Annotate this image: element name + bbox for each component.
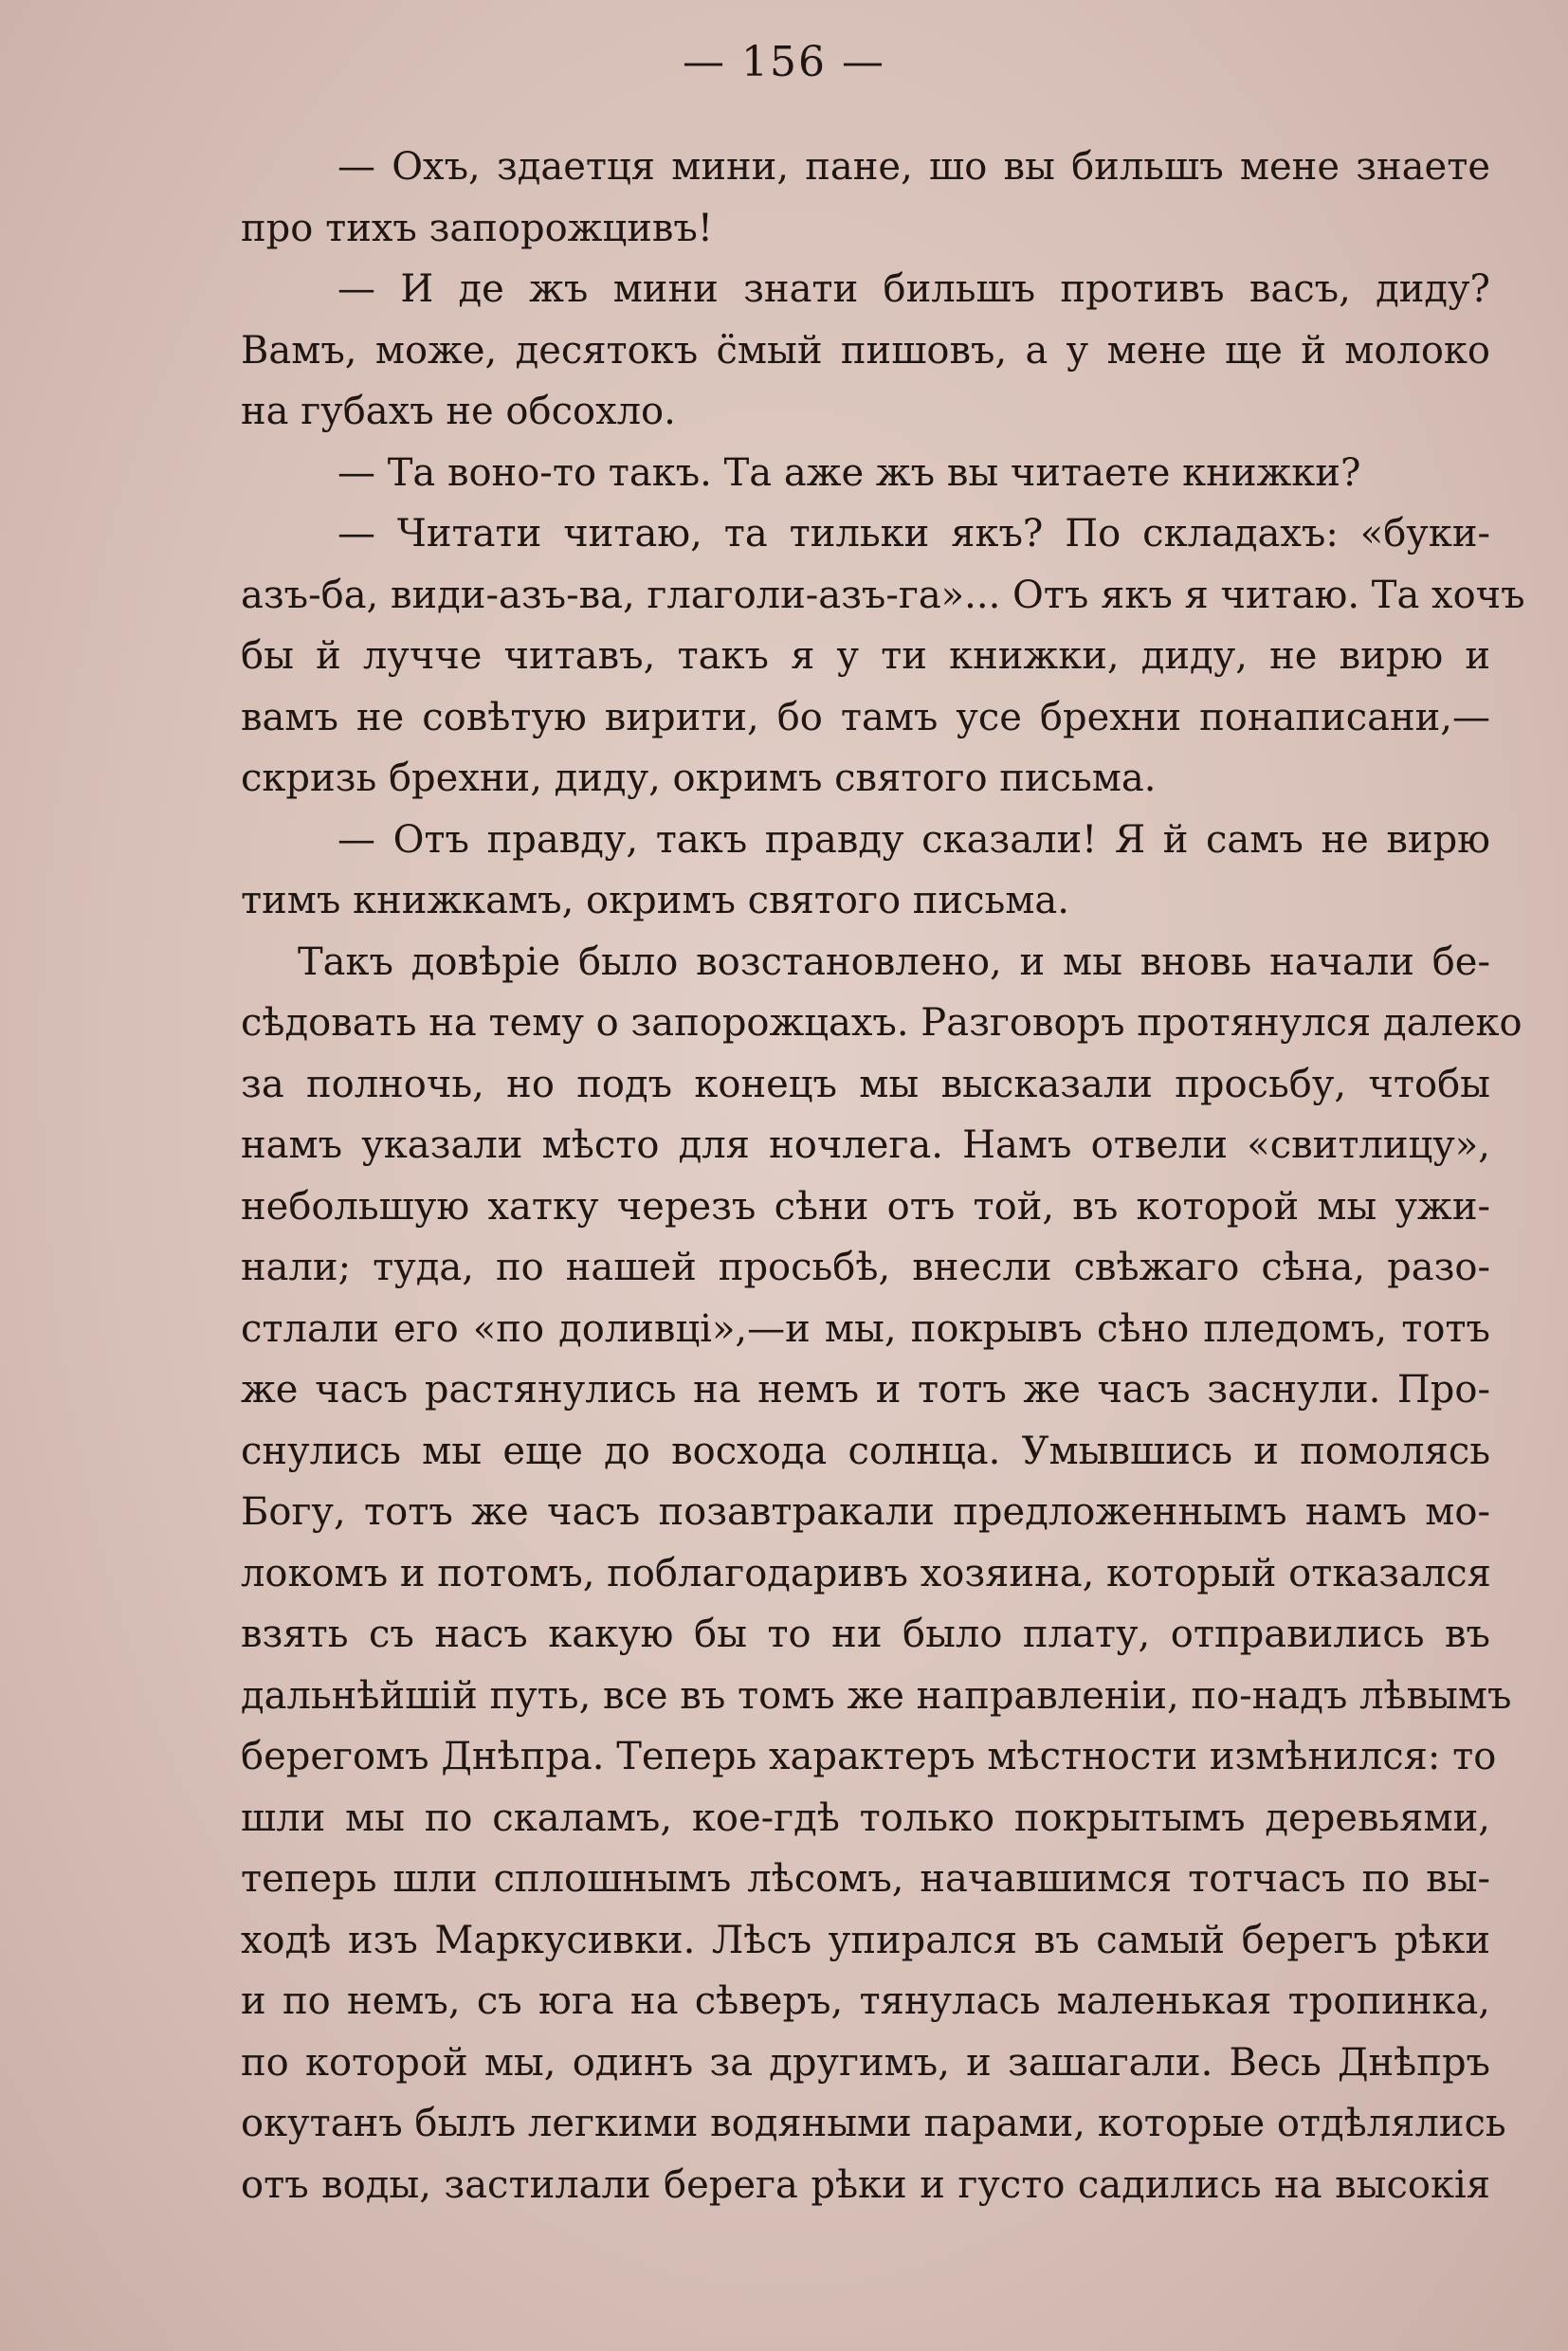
text-line: Вамъ, може, десятокъ с̈мый пишовъ, а у мене ще й молоко xyxy=(241,328,1490,373)
text-line: — Та воно-то такъ. Та аже жъ вы читаете книжки? xyxy=(337,450,1361,495)
text-line: по которой мы, одинъ за другимъ, и зашагали. Весь Днѣпръ xyxy=(241,2040,1490,2085)
text-line: взять съ насъ какую бы то ни было плату, отправились въ xyxy=(241,1613,1490,1656)
text-line: азъ-ба, види-азъ-ва, глаголи-азъ-га»... Отъ якъ я читаю. Та хочъ xyxy=(241,573,1525,617)
text-line: окутанъ былъ легкими водяными парами, которые отдѣлялись xyxy=(241,2102,1506,2145)
text-line: тимъ книжкамъ, окримъ святого письма. xyxy=(241,879,1069,922)
text-line: за полночь, но подъ конецъ мы высказали просьбу, чтобы xyxy=(241,1062,1490,1106)
text-line: теперь шли сплошнымъ лѣсомъ, начавшимся тотчасъ по вы- xyxy=(241,1857,1490,1901)
page-number: — 156 — xyxy=(683,38,885,86)
text-line: небольшую хатку черезъ сѣни отъ той, въ которой мы ужи- xyxy=(241,1184,1490,1229)
text-line: Такъ довѣріе было возстановлено, и мы вновь начали бе- xyxy=(298,939,1490,984)
body-text xyxy=(241,137,1525,2215)
text-line: Богу, тотъ же часъ позавтракали предложеннымъ намъ мо- xyxy=(241,1490,1490,1534)
text-line: намъ указали мѣсто для ночлега. Намъ отвели «свитлицу», xyxy=(241,1123,1490,1167)
text-line: вамъ не совѣтую вирити, бо тамъ усе брехни понаписани,— xyxy=(241,695,1490,739)
text-line: снулись мы еще до восхода солнца. Умывшись и помолясь xyxy=(241,1429,1490,1473)
text-line: стлали его «по доливці»,—и мы, покрывъ сѣно пледомъ, тотъ xyxy=(241,1306,1490,1351)
text-line: дальнѣйшій путь, все въ томъ же направленіи, по-надъ лѣвымъ xyxy=(241,1673,1512,1718)
text-line: бы й лучче читавъ, такъ я у ти книжки, диду, не вирю и xyxy=(241,634,1490,678)
text-line: ходѣ изъ Маркусивки. Лѣсъ упирался въ самый берегъ рѣки xyxy=(241,1918,1490,1962)
text-line: про тихъ запорожцивъ! xyxy=(241,206,713,250)
text-line: — Читати читаю, та тильки якъ? По складахъ: «буки- xyxy=(337,512,1490,556)
text-line: скризь брехни, диду, окримъ святого письма. xyxy=(241,756,1157,800)
text-line: сѣдовать на тему о запорожцахъ. Разговоръ протянулся далеко xyxy=(241,1001,1522,1045)
text-line: берегомъ Днѣпра. Теперь характеръ мѣстности измѣнился: то xyxy=(241,1735,1497,1778)
text-line: нали; туда, по нашей просьбѣ, внесли свѣжаго сѣна, разо- xyxy=(241,1246,1490,1289)
text-line: отъ воды, застилали берега рѣки и густо садились на высокія xyxy=(241,2162,1490,2207)
text-line: — И де жъ мини знати бильшъ противъ васъ, диду? xyxy=(337,267,1490,311)
text-line: шли мы по скаламъ, кое-гдѣ только покрытымъ деревьями, xyxy=(241,1795,1490,1840)
text-line: и по немъ, съ юга на сѣверъ, тянулась маленькая тропинка, xyxy=(241,1979,1490,2023)
text-line: на губахъ не обсохло. xyxy=(241,390,676,433)
text-line: — Охъ, здаетця мини, пане, шо вы бильшъ мене знаете xyxy=(337,145,1490,189)
text-line: — Отъ правду, такъ правду сказали! Я й самъ не вирю xyxy=(337,817,1490,862)
text-line: локомъ и потомъ, поблагодаривъ хозяина, который отказался xyxy=(241,1551,1491,1595)
text-line: же часъ растянулись на немъ и тотъ же часъ заснули. Про- xyxy=(241,1368,1490,1412)
